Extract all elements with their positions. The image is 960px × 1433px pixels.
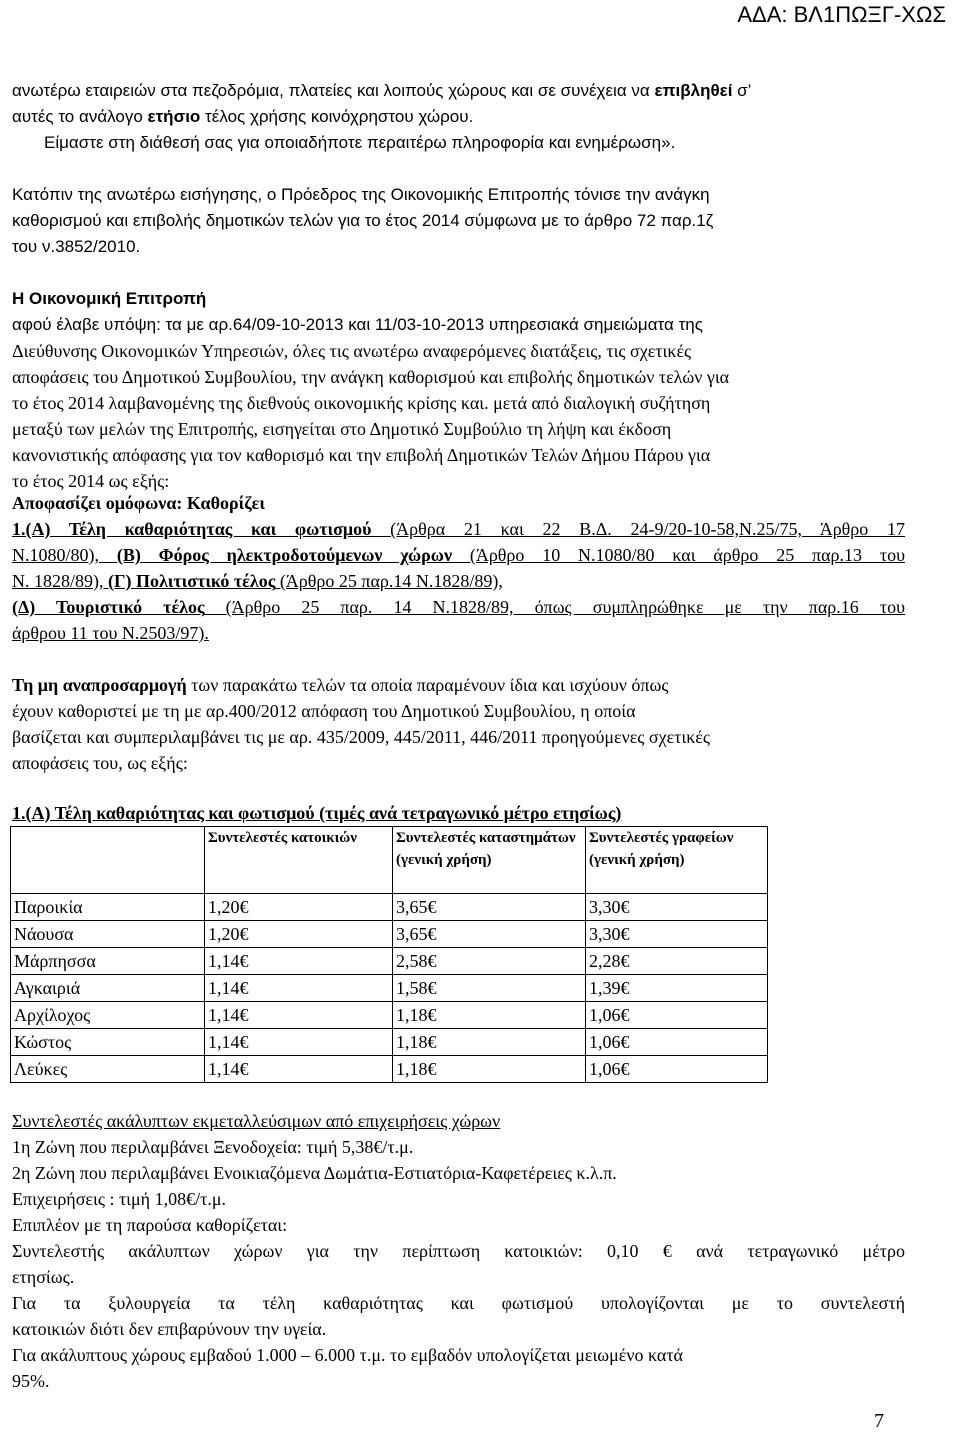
committee-line-3: αποφάσεις του Δημοτικού Συμβουλίου, την ανάγκη καθορισμού και επιβολής δημοτικών τελών για	[12, 367, 730, 387]
decision-line-4: (Δ) Τουριστικό τέλος (Άρθρο 25 παρ. 14 Ν.1828/89, όπως συμπληρώθηκε με την παρ.16 του	[12, 597, 905, 617]
table-cell: 1,06€	[586, 1002, 768, 1029]
table-cell: Αγκαιριά	[11, 975, 205, 1002]
recommendation-paragraph	[12, 182, 905, 260]
table-row	[11, 1056, 768, 1083]
table-cell: 2,28€	[586, 948, 768, 975]
table-cell: 1,58€	[393, 975, 586, 1002]
table-row	[11, 975, 768, 1002]
no-readjust-line-2: έχουν καθοριστεί με τη με αρ.400/2012 απόφαση του Δημοτικού Συμβουλίου, η οποία	[12, 701, 636, 721]
no-readjust-paragraph	[12, 672, 905, 776]
committee-line-5: μεταξύ των μελών της Επιτροπής, εισηγείται στο Δημοτικό Συμβούλιο τη λήψη και έκδοση	[12, 419, 672, 439]
decision-block	[12, 490, 905, 646]
committee-line-7: το έτος 2014 ως εξής:	[12, 471, 170, 491]
table-row	[11, 921, 768, 948]
uncovered-line-4: Επιπλέον με τη παρούσα καθορίζεται:	[12, 1215, 288, 1235]
committee-line-2: Διεύθυνσης Οικονομικών Υπηρεσιών, όλες τις ανωτέρω αναφερόμενες διατάξεις, τις σχετικές	[12, 341, 692, 361]
no-readjust-line-1: Τη μη αναπροσαρμογή των παρακάτω τελών τα οποία παραμένουν ίδια και ισχύουν όπως	[12, 675, 669, 695]
uncovered-line-6: ετησίως.	[12, 1267, 75, 1287]
committee-line-4: το έτος 2014 λαμβανομένης της διεθνούς οικονομικής κρίσης και. μετά από διαλογική συζήτηση	[12, 393, 711, 413]
ada-code: ΑΔΑ: ΒΛ1ΠΩΞΓ-ΧΩΣ	[737, 2, 946, 27]
table-cell: 1,20€	[205, 894, 393, 921]
table-cell: 1,06€	[586, 1029, 768, 1056]
table-cell: Λεύκες	[11, 1056, 205, 1083]
recommendation-line-2: καθορισμού και επιβολής δημοτικών τελών για το έτος 2014 σύμφωνα με το άρθρο 72 παρ.1ζ	[12, 211, 714, 230]
uncovered-section	[12, 1108, 905, 1394]
table-cell: Παροικία	[11, 894, 205, 921]
uncovered-line-2: 2η Ζώνη που περιλαμβάνει Ενοικιαζόμενα Δωμάτια-Εστιατόρια-Καφετέρειες κ.λ.π.	[12, 1163, 617, 1183]
committee-heading: Η Οικονομική Επιτροπή	[12, 289, 207, 308]
table-cell: 3,65€	[393, 894, 586, 921]
header-cell-area	[11, 827, 205, 894]
table-row	[11, 1029, 768, 1056]
uncovered-line-1: 1η Ζώνη που περιλαμβάνει Ξενοδοχεία: τιμή 5,38€/τ.μ.	[12, 1137, 414, 1157]
recommendation-line-3: του ν.3852/2010.	[12, 237, 141, 256]
no-readjust-line-4: αποφάσεις του, ως εξής:	[12, 753, 188, 773]
table-cell: 1,06€	[586, 1056, 768, 1083]
intro-paragraph	[12, 78, 905, 156]
table-header-row	[11, 827, 768, 894]
table-cell: 1,20€	[205, 921, 393, 948]
intro-line-2: αυτές το ανάλογο ετήσιο τέλος χρήσης κοινόχρηστου χώρου.	[12, 107, 474, 126]
uncovered-title: Συντελεστές ακάλυπτων εκμεταλλεύσιμων από επιχειρήσεις χώρων	[12, 1111, 501, 1131]
table-cell: 1,18€	[393, 1056, 586, 1083]
recommendation-line-1: Κατόπιν της ανωτέρω εισήγησης, ο Πρόεδρος της Οικονομικής Επιτροπής τόνισε την ανάγκη	[12, 185, 710, 204]
table-cell: 1,14€	[205, 948, 393, 975]
header-cell-shops: Συντελεστές καταστημάτων (γενική χρήση)	[393, 827, 586, 894]
committee-line-6: κανονιστικής απόφασης για τον καθορισμό και την επιβολή Δημοτικών Τελών Δήμου Πάρου για	[12, 445, 711, 465]
decision-line-2: Ν.1080/80), (Β) Φόρος ηλεκτροδοτούμενων χώρων (Άρθρο 10 Ν.1080/80 και άρθρο 25 παρ.13 του	[12, 545, 905, 565]
page-number: 7	[874, 1410, 884, 1432]
decision-heading: Αποφασίζει ομόφωνα: Καθορίζει	[12, 493, 265, 513]
header-cell-residences: Συντελεστές κατοικιών	[205, 827, 393, 894]
table-cell: 3,30€	[586, 894, 768, 921]
table-cell: 1,14€	[205, 1029, 393, 1056]
table-cell: 3,30€	[586, 921, 768, 948]
table-cell: 2,58€	[393, 948, 586, 975]
table-cell: 1,18€	[393, 1029, 586, 1056]
table-row	[11, 948, 768, 975]
no-readjust-line-3: βασίζεται και συμπεριλαμβάνει τις με αρ. 435/2009, 445/2011, 446/2011 προηγούμενες σχετικές	[12, 727, 710, 747]
decision-line-5: άρθρου 11 του Ν.2503/97).	[12, 623, 209, 643]
coefficients-table	[10, 826, 768, 1083]
table-title: 1.(Α) Τέλη καθαριότητας και φωτισμού (τιμές ανά τετραγωνικό μέτρο ετησίως)	[12, 803, 622, 823]
uncovered-line-3: Επιχειρήσεις : τιμή 1,08€/τ.μ.	[12, 1189, 226, 1209]
uncovered-line-9: Για ακάλυπτους χώρους εμβαδού 1.000 – 6.000 τ.μ. το εμβαδόν υπολογίζεται μειωμένο κατά	[12, 1345, 683, 1365]
table-cell: Νάουσα	[11, 921, 205, 948]
intro-line-1: ανωτέρω εταιρειών στα πεζοδρόμια, πλατείες και λοιπούς χώρους και σε συνέχεια να επιβληθεί σ’	[12, 81, 752, 100]
uncovered-line-10: 95%.	[12, 1371, 50, 1391]
table-cell: Κώστος	[11, 1029, 205, 1056]
table-cell: 1,18€	[393, 1002, 586, 1029]
uncovered-line-5: Συντελεστής ακάλυπτων χώρων για την περίπτωση κατοικιών: 0,10 € ανά τετραγωνικό μέτρο	[12, 1241, 905, 1261]
committee-paragraph	[12, 286, 905, 338]
uncovered-line-7: Για τα ξυλουργεία τα τέλη καθαριότητας και φωτισμού υπολογίζονται με το συντελεστή	[12, 1293, 905, 1313]
table-cell: Μάρπησσα	[11, 948, 205, 975]
table-row	[11, 1002, 768, 1029]
table-cell: 1,39€	[586, 975, 768, 1002]
committee-body	[12, 338, 905, 494]
table-row	[11, 894, 768, 921]
table-cell: 3,65€	[393, 921, 586, 948]
uncovered-line-8: κατοικιών διότι δεν επιβαρύνουν την υγεία.	[12, 1319, 327, 1339]
intro-line-3: Είμαστε στη διάθεσή σας για οποιαδήποτε περαιτέρω πληροφορία και ενημέρωση».	[44, 133, 676, 152]
table-cell: 1,14€	[205, 1002, 393, 1029]
decision-line-1: 1.(Α) Τέλη καθαριότητας και φωτισμού (Άρθρα 21 και 22 Β.Δ. 24-9/20-10-58,Ν.25/75, Άρθρο 17	[12, 519, 905, 539]
table-cell: Αρχίλοχος	[11, 1002, 205, 1029]
table-cell: 1,14€	[205, 975, 393, 1002]
committee-line-1: αφού έλαβε υπόψη: τα με αρ.64/09-10-2013 και 11/03-10-2013 υπηρεσιακά σημειώματα της	[12, 315, 703, 334]
table-cell: 1,14€	[205, 1056, 393, 1083]
header-cell-offices: Συντελεστές γραφείων (γενική χρήση)	[586, 827, 768, 894]
decision-line-3: Ν. 1828/89), (Γ) Πολιτιστικό τέλος (Άρθρο 25 παρ.14 Ν.1828/89),	[12, 571, 503, 591]
